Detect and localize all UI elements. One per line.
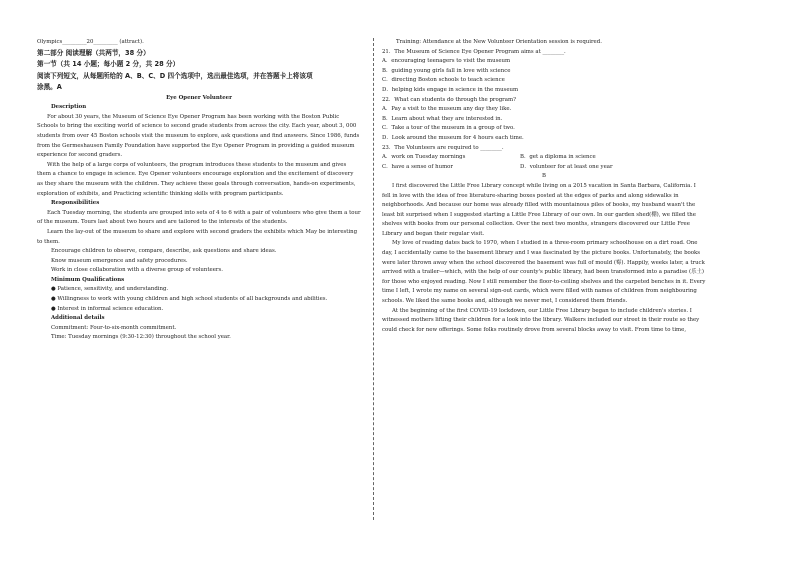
qualification-item: ● Patience, sensitivity, and understanding. [51, 286, 169, 293]
question-21: 21．The Museum of Science Eye Opener Program aims at ________. [382, 48, 566, 55]
q23-option-b: B．get a diploma in science [520, 154, 596, 161]
fill-blank-line: Olympics_________20_________ (attract). [37, 39, 144, 45]
time-line: Time: Tuesday mornings (9:30-12:30) throughout the school year. [51, 334, 231, 341]
q21-option-a: A．encouraging teenagers to visit the museum [382, 58, 511, 65]
q22-option-c: C．Take a tour of the museum in a group of two. [382, 125, 515, 132]
q23-option-c: C．have a sense of humor [382, 163, 454, 170]
passage-b-paragraph-1: I first discovered the Little Free Library concept while living on a 2015 vacation in Santa Barbara, California. I fell in love with the idea of free literature-sharing boxes posted at the edges of parks and along sidewalks in neighborhoods. And because our home was already filled with mountainous piles of books, my husband wasn't the least bit surprised when I suggested starting a Little Free Library of our own. In our garden shed(棚), we filled the shelves with books from our personal collection. Over the next two months, strangers discovered our Little Free Library and began their regular visit. [382, 182, 696, 237]
description-paragraph-2: With the help of a large corps of volunteers, the program introduces these students to the museum and gives them a chance to engage in science. Eye Opener volunteers encourage exploration and the excitement of discovery as they share the museum with the children. They achieve these goals through conversation, hands-on experiments, exploration of exhibits, and Practicing scientific thinking skills with program participants. [37, 161, 356, 197]
q22-option-a: A．Pay a visit to the museum any day they like. [382, 106, 512, 113]
responsibility-item: Know museum emergence and safety procedures. [51, 257, 188, 264]
q23-options-row-1 [382, 153, 706, 163]
qualifications-heading: Minimum Qualifications [51, 276, 125, 283]
q21-option-c: C．directing Boston schools to teach science [382, 77, 505, 84]
question-22: 22．What can students do through the program? [382, 96, 516, 103]
q23-options-row-2 [382, 163, 706, 173]
q21-option-d: D．helping kids engage in science in the museum [382, 86, 519, 93]
section-b-label: B [542, 173, 546, 180]
description-paragraph-1: For about 30 years, the Museum of Science Eye Opener Program has been working with the Boston Public Schools to bring the exciting world of science to second grade students from across the city. Each year, about 3, 000 students from over 45 Boston schools visit the museum to explore, ask questions and find answers. Since 1986, funds from the Germeshausen Family Foundation have supported the Eye Opener Program in providing a guided museum experience for second graders. [37, 113, 360, 159]
passage-title: Eye Opener Volunteer [166, 94, 232, 101]
training-line: Training: Attendance at the New Volunteer Orientation session is required. [396, 39, 602, 45]
section-heading: 第一节（共 14 小题；每小题 2 分，共 28 分） [37, 60, 180, 69]
additional-details-heading: Additional details [51, 315, 105, 322]
commitment-line: Commitment: Four-to-six-month commitment. [51, 324, 177, 331]
q23-option-d: D．volunteer for at least one year [520, 163, 613, 170]
qualification-item: ● Willingness to work with young children and high school students of all backgrounds and abilities. [51, 296, 328, 303]
qualification-item: ● Interest in informal science education. [51, 305, 164, 312]
q22-option-b: B．Learn about what they are interested in. [382, 115, 503, 122]
right-column [382, 38, 706, 335]
question-23: 23．The Volunteers are required to ________. [382, 144, 504, 151]
passage-b-paragraph-3: At the beginning of the first COVID-19 lockdown, our Little Free Library began to include children's stories. I witnessed mothers lifting their children for a look into the library. Walkers included our street in their route so they could check for new offerings. Some folks routinely drove from several blocks away to visit. From time to time, [382, 307, 700, 333]
q21-option-b: B．guiding young girls fall in love with science [382, 67, 511, 74]
instruction-line-1: 阅读下列短文，从每题所给的 A、B、C、D 四个选项中，选出最佳选项，并在答题卡上将该项 [37, 71, 313, 80]
responsibilities-paragraph-1: Each Tuesday morning, the students are grouped into sets of 4 to 6 with a pair of volunteers who give them a tour of the museum. Tours last about two hours and are tailored to the interests of the students. [37, 209, 361, 226]
responsibilities-heading: Responsibilities [51, 200, 100, 207]
q23-option-a: A．work on Tuesday mornings [382, 154, 466, 161]
column-divider [373, 38, 374, 520]
responsibilities-paragraph-2: Learn the lay-out of the museum to share and explore with second graders the exhibits which May be interesting to them. [37, 228, 358, 245]
left-column [37, 38, 361, 343]
responsibility-item: Work in close collaboration with a diverse group of volunteers. [51, 267, 223, 274]
instruction-line-2: 涂黑。A [37, 83, 62, 92]
responsibility-item: Encourage children to observe, compare, describe, ask questions and share ideas. [51, 248, 277, 255]
q22-option-d: D．Look around the museum for 4 hours each time. [382, 134, 524, 141]
passage-b-paragraph-2: My love of reading dates back to 1970, when I studied in a three-room primary schoolhouse on a dirt road. One day, I accidentally came to the basement library and I was fascinated by the picture books. Unfortunately, the books were later thrown away when the school discovered the basement was full of mould (霉). Happily, weeks later, a truck arrived with a trailer—which, with the help of our county's public library, had been transformed into a paradise (乐土) for those who enjoyed reading. Now I still remember the floor-to-ceiling shelves and the carpeted benches in it. Every time I left, I wrote my name on several sign-out cards, which were filled with names of children from neighbouring schools. We liked the same books and, although we never met, I considered them friends. [382, 240, 706, 305]
part-heading: 第二部分 阅读理解（共两节，38 分） [37, 48, 150, 57]
description-heading: Description [51, 104, 87, 111]
